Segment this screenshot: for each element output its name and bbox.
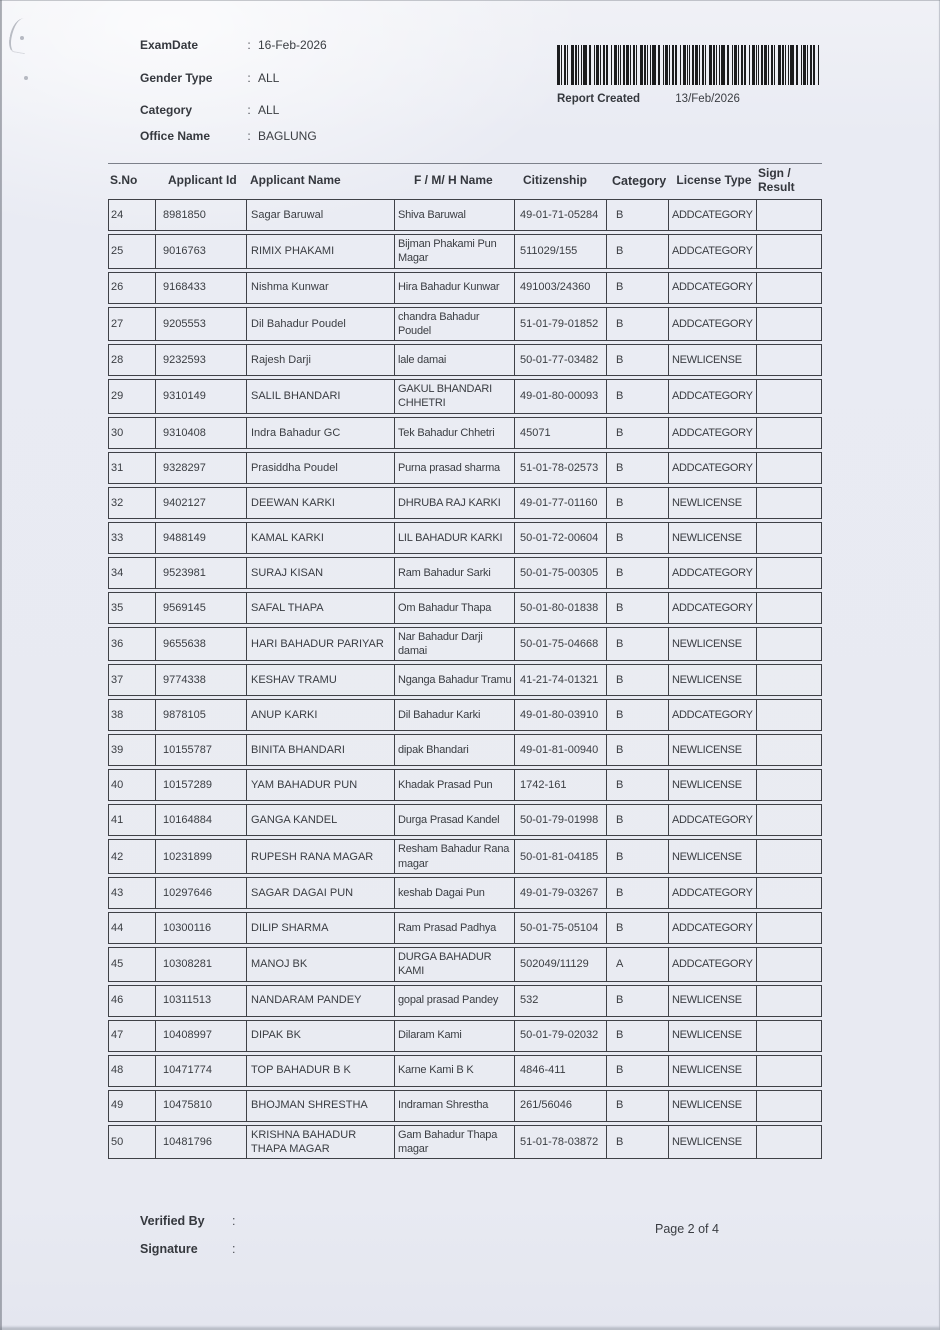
cell-applicant-id: 9569145 xyxy=(156,593,247,623)
cell-applicant-name: DILIP SHARMA xyxy=(247,913,395,943)
cell-applicant-id: 9310149 xyxy=(156,380,247,413)
signature-field xyxy=(140,1242,235,1256)
cell-sno: 39 xyxy=(109,735,156,765)
cell-category: B xyxy=(607,913,669,943)
table-row xyxy=(108,379,822,414)
scan-artifact xyxy=(24,76,28,80)
cell-sign-result xyxy=(757,1126,823,1159)
cell-applicant-name: Nishma Kunwar xyxy=(247,273,395,303)
table-row xyxy=(108,344,822,376)
cell-sno: 48 xyxy=(109,1056,156,1086)
cell-citizenship: 50-01-81-04185 xyxy=(515,840,607,873)
table-body xyxy=(108,199,822,1159)
cell-citizenship: 50-01-75-05104 xyxy=(515,913,607,943)
cell-citizenship: 261/56046 xyxy=(515,1091,607,1121)
cell-applicant-name: Sagar Baruwal xyxy=(247,200,395,230)
table-row xyxy=(108,234,822,269)
field-value: 16-Feb-2026 xyxy=(258,38,327,52)
scan-artifact xyxy=(20,36,24,40)
cell-citizenship: 532 xyxy=(515,986,607,1016)
cell-sno: 36 xyxy=(109,628,156,661)
cell-fmh-name: LIL BAHADUR KARKI xyxy=(395,523,515,553)
cell-applicant-id: 9328297 xyxy=(156,453,247,483)
cell-applicant-id: 9488149 xyxy=(156,523,247,553)
cell-sign-result xyxy=(757,453,823,483)
field-value: BAGLUNG xyxy=(258,129,317,143)
cell-fmh-name: Nar Bahadur Darji damai xyxy=(395,628,515,661)
cell-applicant-id: 10408997 xyxy=(156,1021,247,1051)
cell-applicant-name: DEEWAN KARKI xyxy=(247,488,395,518)
cell-applicant-name: RIMIX PHAKAMI xyxy=(247,235,395,268)
cell-sign-result xyxy=(757,913,823,943)
cell-license-type: ADDCATEGORY xyxy=(669,200,757,230)
table-row xyxy=(108,522,822,554)
cell-citizenship: 49-01-79-03267 xyxy=(515,878,607,908)
cell-applicant-name: Prasiddha Poudel xyxy=(247,453,395,483)
cell-applicant-id: 10164884 xyxy=(156,805,247,835)
cell-applicant-name: HARI BAHADUR PARIYAR xyxy=(247,628,395,661)
cell-category: B xyxy=(607,523,669,553)
cell-sno: 24 xyxy=(109,200,156,230)
cell-sign-result xyxy=(757,523,823,553)
cell-category: B xyxy=(607,1126,669,1159)
cell-category: B xyxy=(607,735,669,765)
cell-citizenship: 49-01-81-00940 xyxy=(515,735,607,765)
cell-sign-result xyxy=(757,558,823,588)
cell-applicant-id: 9205553 xyxy=(156,308,247,341)
table-row xyxy=(108,557,822,589)
cell-sign-result xyxy=(757,700,823,730)
cell-applicant-name: SAFAL THAPA xyxy=(247,593,395,623)
table-row xyxy=(108,452,822,484)
table-row xyxy=(108,877,822,909)
cell-citizenship: 502049/11129 xyxy=(515,948,607,981)
cell-category: B xyxy=(607,628,669,661)
cell-applicant-id: 10311513 xyxy=(156,986,247,1016)
cell-sno: 45 xyxy=(109,948,156,981)
column-header-sno: S.No xyxy=(110,173,138,188)
cell-fmh-name: DURGA BAHADUR KAMI xyxy=(395,948,515,981)
cell-sno: 30 xyxy=(109,418,156,448)
field-separator: : xyxy=(247,71,251,85)
cell-citizenship: 51-01-78-03872 xyxy=(515,1126,607,1159)
column-header-applicant-name: Applicant Name xyxy=(250,173,341,188)
cell-category: B xyxy=(607,700,669,730)
cell-citizenship: 1742-161 xyxy=(515,770,607,800)
cell-license-type: NEWLICENSE xyxy=(669,1091,757,1121)
cell-citizenship: 50-01-72-00604 xyxy=(515,523,607,553)
cell-category: B xyxy=(607,770,669,800)
cell-applicant-name: Rajesh Darji xyxy=(247,345,395,375)
cell-citizenship: 50-01-79-01998 xyxy=(515,805,607,835)
cell-sno: 47 xyxy=(109,1021,156,1051)
cell-sign-result xyxy=(757,593,823,623)
cell-category: B xyxy=(607,840,669,873)
cell-fmh-name: Ram Bahadur Sarki xyxy=(395,558,515,588)
field-value: ALL xyxy=(258,103,280,117)
cell-license-type: ADDCATEGORY xyxy=(669,593,757,623)
cell-sno: 38 xyxy=(109,700,156,730)
cell-sno: 32 xyxy=(109,488,156,518)
cell-citizenship: 50-01-77-03482 xyxy=(515,345,607,375)
cell-applicant-id: 9016763 xyxy=(156,235,247,268)
cell-applicant-id: 9878105 xyxy=(156,700,247,730)
cell-applicant-id: 9655638 xyxy=(156,628,247,661)
field-value: ALL xyxy=(258,71,280,85)
cell-citizenship: 49-01-71-05284 xyxy=(515,200,607,230)
table-row xyxy=(108,1020,822,1052)
cell-applicant-id: 10481796 xyxy=(156,1126,247,1159)
cell-sno: 33 xyxy=(109,523,156,553)
field-separator: : xyxy=(232,1242,236,1256)
cell-license-type: NEWLICENSE xyxy=(669,986,757,1016)
field-separator: : xyxy=(247,129,251,143)
cell-applicant-name: BINITA BHANDARI xyxy=(247,735,395,765)
report-created-value: 13/Feb/2026 xyxy=(675,93,740,105)
report-created xyxy=(557,93,822,105)
cell-sign-result xyxy=(757,1021,823,1051)
table-row xyxy=(108,734,822,766)
column-header-sign-result: Sign / Result xyxy=(758,166,795,194)
cell-sno: 41 xyxy=(109,805,156,835)
cell-category: B xyxy=(607,1056,669,1086)
cell-license-type: NEWLICENSE xyxy=(669,628,757,661)
applicants-table xyxy=(108,163,822,1162)
cell-sno: 42 xyxy=(109,840,156,873)
cell-sign-result xyxy=(757,840,823,873)
cell-sign-result xyxy=(757,418,823,448)
cell-sno: 40 xyxy=(109,770,156,800)
cell-fmh-name: Karne Kami B K xyxy=(395,1056,515,1086)
cell-sno: 34 xyxy=(109,558,156,588)
cell-citizenship: 50-01-79-02032 xyxy=(515,1021,607,1051)
cell-citizenship: 491003/24360 xyxy=(515,273,607,303)
cell-sign-result xyxy=(757,308,823,341)
cell-license-type: ADDCATEGORY xyxy=(669,913,757,943)
cell-applicant-id: 10231899 xyxy=(156,840,247,873)
field-label: Category xyxy=(140,103,193,117)
cell-citizenship: 4846-411 xyxy=(515,1056,607,1086)
cell-sign-result xyxy=(757,1091,823,1121)
column-header-fmh-name: F / M/ H Name xyxy=(414,173,493,188)
cell-license-type: ADDCATEGORY xyxy=(669,948,757,981)
cell-category: B xyxy=(607,380,669,413)
cell-license-type: ADDCATEGORY xyxy=(669,878,757,908)
cell-applicant-name: SAGAR DAGAI PUN xyxy=(247,878,395,908)
cell-citizenship: 50-01-75-00305 xyxy=(515,558,607,588)
cell-applicant-name: YAM BAHADUR PUN xyxy=(247,770,395,800)
cell-applicant-name: KAMAL KARKI xyxy=(247,523,395,553)
cell-citizenship: 50-01-80-01838 xyxy=(515,593,607,623)
column-header-citizenship: Citizenship xyxy=(523,173,588,188)
field-gender-type xyxy=(140,71,279,85)
cell-category: B xyxy=(607,345,669,375)
table-row xyxy=(108,1125,822,1160)
cell-fmh-name: Dil Bahadur Karki xyxy=(395,700,515,730)
cell-sno: 26 xyxy=(109,273,156,303)
table-row xyxy=(108,487,822,519)
cell-license-type: NEWLICENSE xyxy=(669,735,757,765)
cell-license-type: NEWLICENSE xyxy=(669,840,757,873)
cell-sign-result xyxy=(757,380,823,413)
field-office-name xyxy=(140,129,317,143)
cell-license-type: NEWLICENSE xyxy=(669,1126,757,1159)
cell-license-type: NEWLICENSE xyxy=(669,1021,757,1051)
barcode-icon xyxy=(557,45,820,85)
cell-license-type: NEWLICENSE xyxy=(669,1056,757,1086)
table-row xyxy=(108,769,822,801)
cell-sign-result xyxy=(757,345,823,375)
cell-citizenship: 41-21-74-01321 xyxy=(515,665,607,695)
report-created-label: Report Created xyxy=(557,93,641,105)
cell-license-type: NEWLICENSE xyxy=(669,665,757,695)
cell-category: B xyxy=(607,986,669,1016)
cell-fmh-name: Dilaram Kami xyxy=(395,1021,515,1051)
cell-applicant-id: 10475810 xyxy=(156,1091,247,1121)
cell-citizenship: 45071 xyxy=(515,418,607,448)
table-row xyxy=(108,947,822,982)
cell-category: B xyxy=(607,488,669,518)
cell-sno: 46 xyxy=(109,986,156,1016)
cell-applicant-name: Dil Bahadur Poudel xyxy=(247,308,395,341)
cell-applicant-id: 10471774 xyxy=(156,1056,247,1086)
table-row xyxy=(108,664,822,696)
table-row xyxy=(108,839,822,874)
table-header-row xyxy=(108,163,822,198)
cell-category: B xyxy=(607,308,669,341)
column-header-license-type: License Type xyxy=(676,173,752,188)
table-row xyxy=(108,592,822,624)
field-label: Gender Type xyxy=(140,71,213,85)
cell-sno: 25 xyxy=(109,235,156,268)
cell-category: B xyxy=(607,558,669,588)
cell-applicant-id: 9310408 xyxy=(156,418,247,448)
barcode-block xyxy=(557,45,822,105)
scan-artifact xyxy=(7,17,31,55)
cell-fmh-name: Purna prasad sharma xyxy=(395,453,515,483)
cell-fmh-name: keshab Dagai Pun xyxy=(395,878,515,908)
cell-fmh-name: Indraman Shrestha xyxy=(395,1091,515,1121)
cell-applicant-id: 9232593 xyxy=(156,345,247,375)
cell-fmh-name: Tek Bahadur Chhetri xyxy=(395,418,515,448)
cell-sign-result xyxy=(757,805,823,835)
cell-license-type: ADDCATEGORY xyxy=(669,453,757,483)
cell-sno: 37 xyxy=(109,665,156,695)
cell-sign-result xyxy=(757,488,823,518)
cell-fmh-name: Durga Prasad Kandel xyxy=(395,805,515,835)
cell-license-type: NEWLICENSE xyxy=(669,488,757,518)
cell-sign-result xyxy=(757,770,823,800)
cell-applicant-id: 10297646 xyxy=(156,878,247,908)
cell-citizenship: 49-01-80-03910 xyxy=(515,700,607,730)
cell-category: B xyxy=(607,593,669,623)
cell-category: B xyxy=(607,665,669,695)
cell-applicant-name: DIPAK BK xyxy=(247,1021,395,1051)
field-category xyxy=(140,103,279,117)
cell-fmh-name: Nganga Bahadur Tramu xyxy=(395,665,515,695)
cell-sno: 43 xyxy=(109,878,156,908)
cell-license-type: ADDCATEGORY xyxy=(669,273,757,303)
table-row xyxy=(108,272,822,304)
cell-license-type: ADDCATEGORY xyxy=(669,558,757,588)
cell-applicant-id: 10308281 xyxy=(156,948,247,981)
table-row xyxy=(108,307,822,342)
cell-applicant-name: KRISHNA BAHADUR THAPA MAGAR xyxy=(247,1126,395,1159)
cell-license-type: ADDCATEGORY xyxy=(669,805,757,835)
cell-applicant-id: 9168433 xyxy=(156,273,247,303)
cell-applicant-id: 9523981 xyxy=(156,558,247,588)
cell-category: A xyxy=(607,948,669,981)
table-row xyxy=(108,1055,822,1087)
cell-citizenship: 49-01-80-00093 xyxy=(515,380,607,413)
field-label: Office Name xyxy=(140,129,211,143)
column-header-applicant-id: Applicant Id xyxy=(168,173,237,188)
table-row xyxy=(108,627,822,662)
cell-category: B xyxy=(607,273,669,303)
field-separator: : xyxy=(247,103,251,117)
cell-fmh-name: Bijman Phakami Pun Magar xyxy=(395,235,515,268)
table-row xyxy=(108,417,822,449)
cell-sno: 50 xyxy=(109,1126,156,1159)
cell-category: B xyxy=(607,418,669,448)
cell-applicant-name: BHOJMAN SHRESTHA xyxy=(247,1091,395,1121)
cell-license-type: NEWLICENSE xyxy=(669,770,757,800)
cell-citizenship: 51-01-78-02573 xyxy=(515,453,607,483)
cell-applicant-id: 10157289 xyxy=(156,770,247,800)
table-row xyxy=(108,985,822,1017)
cell-sno: 29 xyxy=(109,380,156,413)
page-number: Page 2 of 4 xyxy=(655,1222,719,1236)
cell-sno: 28 xyxy=(109,345,156,375)
cell-fmh-name: lale damai xyxy=(395,345,515,375)
cell-sign-result xyxy=(757,200,823,230)
cell-category: B xyxy=(607,878,669,908)
field-exam-date xyxy=(140,38,327,52)
cell-category: B xyxy=(607,805,669,835)
cell-citizenship: 49-01-77-01160 xyxy=(515,488,607,518)
cell-sign-result xyxy=(757,235,823,268)
cell-license-type: ADDCATEGORY xyxy=(669,418,757,448)
cell-applicant-name: TOP BAHADUR B K xyxy=(247,1056,395,1086)
cell-category: B xyxy=(607,453,669,483)
table-row xyxy=(108,912,822,944)
table-row xyxy=(108,804,822,836)
cell-fmh-name: Shiva Baruwal xyxy=(395,200,515,230)
cell-citizenship: 51-01-79-01852 xyxy=(515,308,607,341)
cell-category: B xyxy=(607,200,669,230)
cell-category: B xyxy=(607,1021,669,1051)
cell-fmh-name: dipak Bhandari xyxy=(395,735,515,765)
cell-sign-result xyxy=(757,878,823,908)
cell-applicant-name: MANOJ BK xyxy=(247,948,395,981)
signature-label: Signature xyxy=(140,1242,198,1256)
cell-applicant-name: SALIL BHANDARI xyxy=(247,380,395,413)
cell-sno: 49 xyxy=(109,1091,156,1121)
cell-fmh-name: Gam Bahadur Thapa magar xyxy=(395,1126,515,1159)
cell-sno: 35 xyxy=(109,593,156,623)
cell-fmh-name: Khadak Prasad Pun xyxy=(395,770,515,800)
field-separator: : xyxy=(247,38,251,52)
cell-applicant-name: ANUP KARKI xyxy=(247,700,395,730)
verified-by-label: Verified By xyxy=(140,1214,205,1228)
cell-fmh-name: chandra Bahadur Poudel xyxy=(395,308,515,341)
cell-applicant-id: 9774338 xyxy=(156,665,247,695)
cell-applicant-id: 8981850 xyxy=(156,200,247,230)
cell-license-type: ADDCATEGORY xyxy=(669,308,757,341)
cell-sign-result xyxy=(757,665,823,695)
cell-applicant-id: 9402127 xyxy=(156,488,247,518)
cell-fmh-name: gopal prasad Pandey xyxy=(395,986,515,1016)
cell-citizenship: 50-01-75-04668 xyxy=(515,628,607,661)
cell-applicant-name: RUPESH RANA MAGAR xyxy=(247,840,395,873)
column-header-category: Category xyxy=(612,173,667,188)
cell-fmh-name: Resham Bahadur Rana magar xyxy=(395,840,515,873)
cell-sign-result xyxy=(757,986,823,1016)
cell-sign-result xyxy=(757,948,823,981)
cell-applicant-name: Indra Bahadur GC xyxy=(247,418,395,448)
cell-license-type: ADDCATEGORY xyxy=(669,235,757,268)
cell-applicant-name: KESHAV TRAMU xyxy=(247,665,395,695)
field-label: ExamDate xyxy=(140,38,199,52)
cell-fmh-name: Ram Prasad Padhya xyxy=(395,913,515,943)
cell-license-type: ADDCATEGORY xyxy=(669,380,757,413)
cell-fmh-name: Hira Bahadur Kunwar xyxy=(395,273,515,303)
cell-sign-result xyxy=(757,735,823,765)
cell-fmh-name: Om Bahadur Thapa xyxy=(395,593,515,623)
table-row xyxy=(108,699,822,731)
cell-category: B xyxy=(607,235,669,268)
cell-applicant-name: GANGA KANDEL xyxy=(247,805,395,835)
cell-license-type: ADDCATEGORY xyxy=(669,700,757,730)
cell-sign-result xyxy=(757,1056,823,1086)
cell-fmh-name: GAKUL BHANDARI CHHETRI xyxy=(395,380,515,413)
cell-license-type: NEWLICENSE xyxy=(669,345,757,375)
cell-applicant-name: NANDARAM PANDEY xyxy=(247,986,395,1016)
field-separator: : xyxy=(232,1214,236,1228)
cell-fmh-name: DHRUBA RAJ KARKI xyxy=(395,488,515,518)
cell-sno: 27 xyxy=(109,308,156,341)
cell-license-type: NEWLICENSE xyxy=(669,523,757,553)
cell-sno: 31 xyxy=(109,453,156,483)
cell-applicant-id: 10155787 xyxy=(156,735,247,765)
table-row xyxy=(108,199,822,231)
cell-applicant-name: SURAJ KISAN xyxy=(247,558,395,588)
cell-category: B xyxy=(607,1091,669,1121)
verified-by-field xyxy=(140,1214,235,1228)
cell-applicant-id: 10300116 xyxy=(156,913,247,943)
cell-sign-result xyxy=(757,628,823,661)
cell-sno: 44 xyxy=(109,913,156,943)
cell-sign-result xyxy=(757,273,823,303)
cell-citizenship: 511029/155 xyxy=(515,235,607,268)
table-row xyxy=(108,1090,822,1122)
